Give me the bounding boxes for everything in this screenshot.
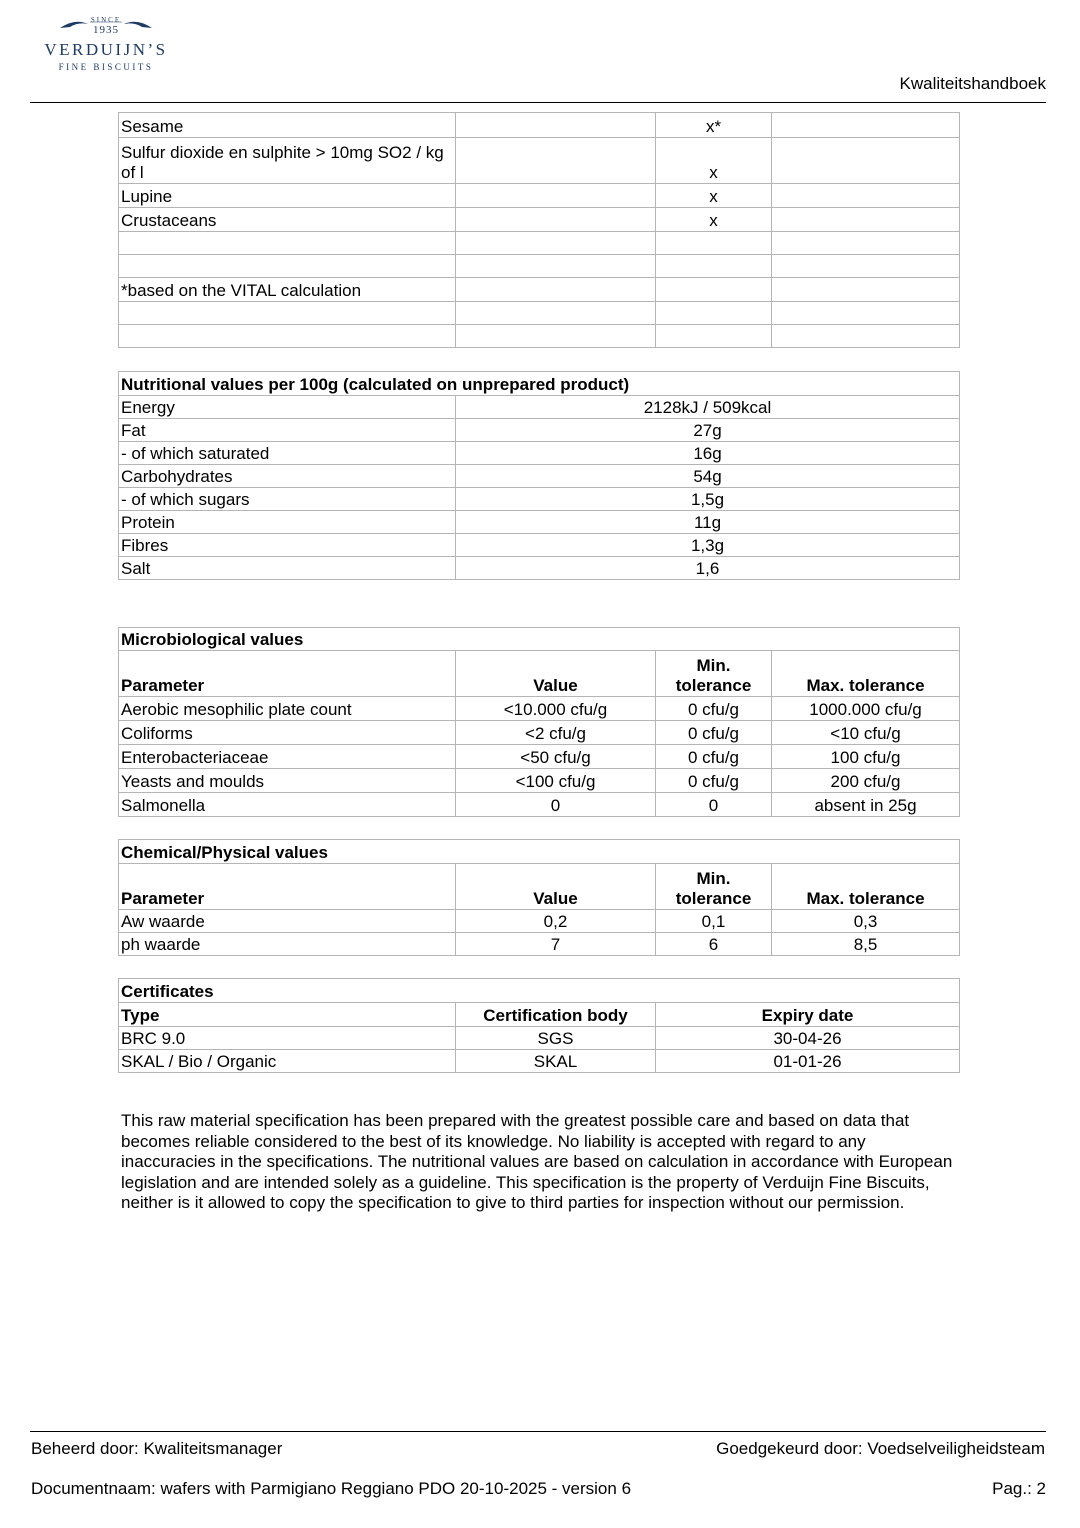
col-header-value: Value	[456, 651, 656, 697]
param-name: Enterobacteriaceae	[119, 745, 456, 769]
col-header-parameter: Parameter	[119, 651, 456, 697]
param-min: 6	[656, 933, 772, 956]
param-min: 0,1	[656, 910, 772, 933]
logo-since: SINCE	[90, 16, 122, 24]
table-row	[119, 488, 960, 511]
nutrient-label: Fibres	[119, 534, 456, 557]
param-min: 0 cfu/g	[656, 745, 772, 769]
param-name: Aw waarde	[119, 910, 456, 933]
table-header-row	[119, 651, 960, 697]
nutrient-label: Carbohydrates	[119, 465, 456, 488]
col-header-parameter: Parameter	[119, 864, 456, 910]
col-header-expiry-date: Expiry date	[656, 1003, 960, 1027]
allergen-mark: x	[656, 184, 772, 208]
table-header-row	[119, 864, 960, 910]
footer-approved-by: Goedgekeurd door: Voedselveiligheidsteam	[716, 1439, 1045, 1458]
logo-year: 1935	[93, 24, 119, 36]
param-max: absent in 25g	[772, 793, 960, 817]
param-min: 0 cfu/g	[656, 769, 772, 793]
header-rule	[30, 102, 1046, 103]
table-row	[119, 138, 960, 184]
table-row	[119, 278, 960, 302]
table-row	[119, 232, 960, 255]
param-name: Aerobic mesophilic plate count	[119, 697, 456, 721]
param-max: 100 cfu/g	[772, 745, 960, 769]
allergen-table	[118, 112, 960, 348]
param-value: 7	[456, 933, 656, 956]
table-row	[119, 721, 960, 745]
table-row	[119, 628, 960, 651]
nutrient-value: 1,3g	[456, 534, 960, 557]
param-min: 0 cfu/g	[656, 697, 772, 721]
col-header-type: Type	[119, 1003, 456, 1027]
param-max: <10 cfu/g	[772, 721, 960, 745]
table-row	[119, 745, 960, 769]
table-row	[119, 697, 960, 721]
param-max: 8,5	[772, 933, 960, 956]
table-row	[119, 979, 960, 1003]
allergen-mark: x	[656, 138, 772, 184]
param-value: 0	[456, 793, 656, 817]
table-row	[119, 208, 960, 232]
certificates-title: Certificates	[119, 979, 960, 1003]
cert-body: SGS	[456, 1027, 656, 1050]
table-row	[119, 419, 960, 442]
nutrient-value: 11g	[456, 511, 960, 534]
footer-page-number: Pag.: 2	[992, 1479, 1046, 1498]
table-row	[119, 396, 960, 419]
footer-managed-by: Beheerd door: Kwaliteitsmanager	[31, 1439, 283, 1458]
param-name: Coliforms	[119, 721, 456, 745]
param-max: 1000.000 cfu/g	[772, 697, 960, 721]
param-value: <100 cfu/g	[456, 769, 656, 793]
company-logo	[30, 16, 182, 78]
param-value: <10.000 cfu/g	[456, 697, 656, 721]
micro-title: Microbiological values	[119, 628, 960, 651]
col-header-min-tolerance: Min. tolerance	[656, 864, 772, 910]
cert-expiry: 30-04-26	[656, 1027, 960, 1050]
allergen-name: Lupine	[119, 184, 456, 208]
param-max: 0,3	[772, 910, 960, 933]
table-row	[119, 302, 960, 325]
header-title: Kwaliteitshandboek	[899, 74, 1046, 93]
nutrient-label: Salt	[119, 557, 456, 580]
nutrient-value: 1,5g	[456, 488, 960, 511]
certificates-table	[118, 978, 960, 1073]
nutrient-label: - of which saturated	[119, 442, 456, 465]
param-min: 0	[656, 793, 772, 817]
chem-table	[118, 839, 960, 956]
param-min: 0 cfu/g	[656, 721, 772, 745]
table-row	[119, 325, 960, 348]
table-row	[119, 840, 960, 864]
table-row	[119, 793, 960, 817]
table-row	[119, 372, 960, 396]
param-max: 200 cfu/g	[772, 769, 960, 793]
table-row	[119, 255, 960, 278]
table-row	[119, 1050, 960, 1073]
cert-body: SKAL	[456, 1050, 656, 1073]
param-value: 0,2	[456, 910, 656, 933]
nutrient-value: 1,6	[456, 557, 960, 580]
col-header-min-tolerance: Min. tolerance	[656, 651, 772, 697]
micro-table	[118, 627, 960, 817]
table-row	[119, 511, 960, 534]
nutrition-title: Nutritional values per 100g (calculated on unprepared product)	[119, 372, 960, 396]
table-row	[119, 769, 960, 793]
table-row	[119, 442, 960, 465]
nutrient-value: 27g	[456, 419, 960, 442]
table-row	[119, 1027, 960, 1050]
col-header-value: Value	[456, 864, 656, 910]
param-name: Salmonella	[119, 793, 456, 817]
col-header-max-tolerance: Max. tolerance	[772, 864, 960, 910]
chem-title: Chemical/Physical values	[119, 840, 960, 864]
table-header-row	[119, 1003, 960, 1027]
footer-rule	[30, 1431, 1046, 1432]
cert-type: SKAL / Bio / Organic	[119, 1050, 456, 1073]
allergen-name: Sulfur dioxide en sulphite > 10mg SO2 / kg of l	[119, 138, 456, 184]
nutrient-value: 2128kJ / 509kcal	[456, 396, 960, 419]
nutrient-label: Energy	[119, 396, 456, 419]
nutrient-label: Protein	[119, 511, 456, 534]
nutrition-table	[118, 371, 960, 580]
table-row	[119, 534, 960, 557]
allergen-mark: x	[656, 208, 772, 232]
nutrient-label: Fat	[119, 419, 456, 442]
footer-document-name: Documentnaam: wafers with Parmigiano Reggiano PDO 20-10-2025 - version 6	[31, 1479, 632, 1498]
table-row	[119, 910, 960, 933]
col-header-certification-body: Certification body	[456, 1003, 656, 1027]
allergen-name: Crustaceans	[119, 208, 456, 232]
param-value: <50 cfu/g	[456, 745, 656, 769]
table-row	[119, 933, 960, 956]
allergen-name: Sesame	[119, 113, 456, 138]
cert-type: BRC 9.0	[119, 1027, 456, 1050]
cert-expiry: 01-01-26	[656, 1050, 960, 1073]
nutrient-value: 54g	[456, 465, 960, 488]
param-name: Yeasts and moulds	[119, 769, 456, 793]
table-row	[119, 184, 960, 208]
nutrient-value: 16g	[456, 442, 960, 465]
disclaimer-text: This raw material specification has been prepared with the greatest possible care and based on data that becomes reliable considered to the best of its knowledge. No liability is accepted with regard to any inaccuracies in the specifications. The nutritional values are based on calculation in accordance with European legislation and are intended solely as a guideline. This specification is the property of Verduijn Fine Biscuits, neither is it allowed to copy the specification to give to third parties for inspection without our permission.	[121, 1111, 953, 1212]
col-header-max-tolerance: Max. tolerance	[772, 651, 960, 697]
param-name: ph waarde	[119, 933, 456, 956]
table-row	[119, 113, 960, 138]
logo-name: VERDUIJN’S	[44, 40, 168, 59]
allergen-mark: x*	[656, 113, 772, 138]
nutrient-label: - of which sugars	[119, 488, 456, 511]
param-value: <2 cfu/g	[456, 721, 656, 745]
table-row	[119, 557, 960, 580]
allergen-footnote: *based on the VITAL calculation	[119, 278, 456, 302]
table-row	[119, 465, 960, 488]
logo-tagline: FINE BISCUITS	[58, 62, 154, 72]
